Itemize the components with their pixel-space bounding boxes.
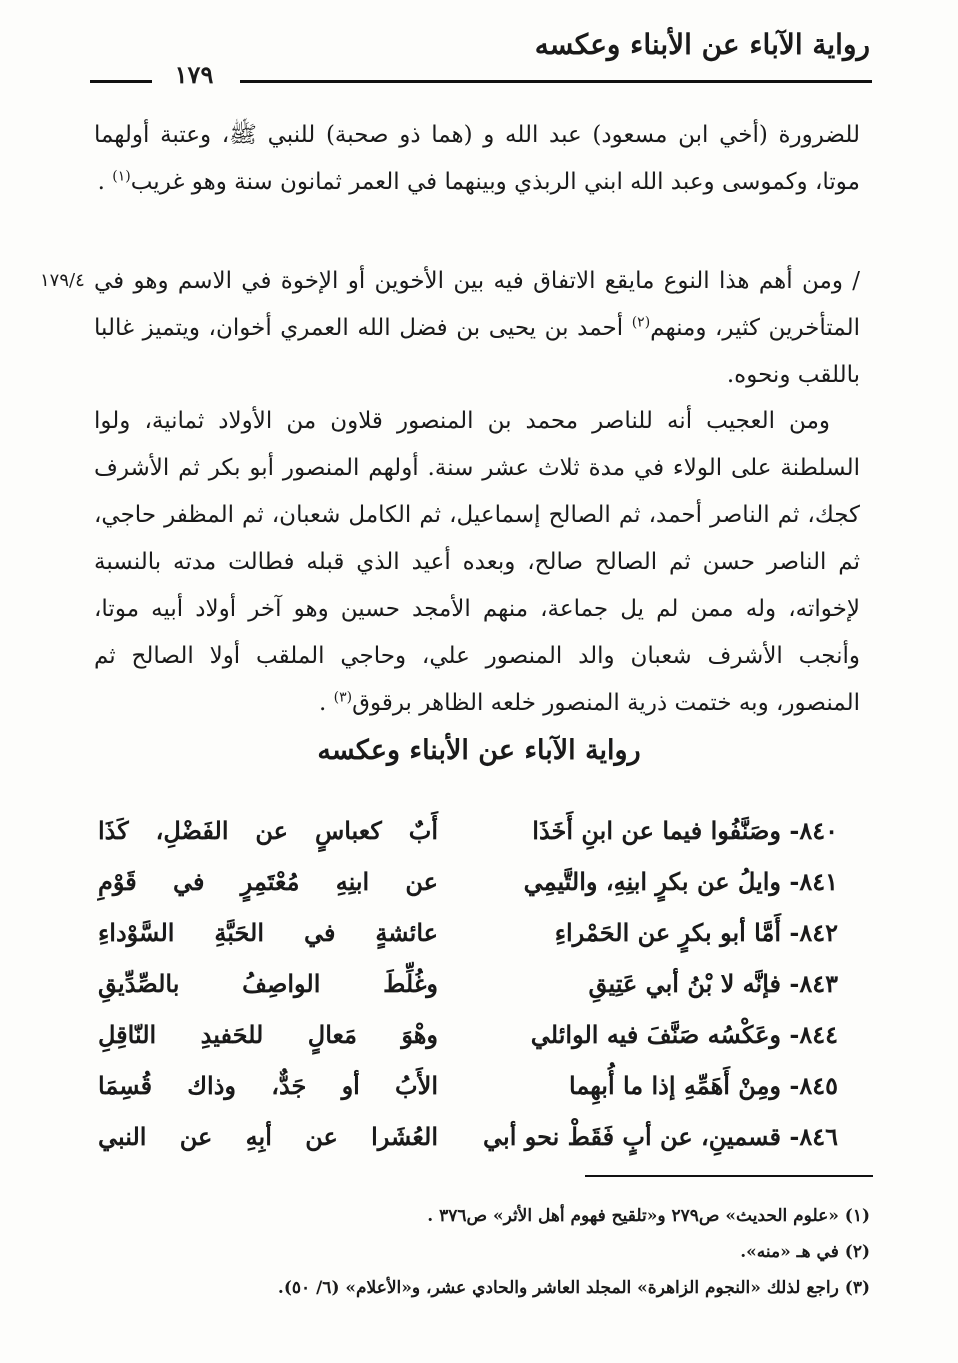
- header-rule: [240, 80, 872, 83]
- margin-reference: ١٧٩/٤: [40, 270, 85, 291]
- verse-second-hemistich: وغُلِّطَ الواصِفُ بالصِّدِّيقِ: [98, 969, 438, 998]
- footnote-marker: (١): [112, 168, 131, 185]
- verse-first-hemistich: ٨٤٤- وعَكْسُه صَنَّفَ فيه الوائلي: [530, 1020, 838, 1049]
- verse-first-hemistich: ٨٤١- وايلُ عن بكرٍ ابنِهِ، والتَّيمِي: [523, 867, 838, 896]
- footnote-separator: [585, 1175, 873, 1177]
- footnote: (١) «علوم الحديث» ص٢٧٩ و«تلقيح فهوم أهل الأثر» ص٣٧٦ .: [427, 1206, 870, 1226]
- verse-line: [98, 1009, 838, 1060]
- page-number: ١٧٩: [174, 60, 214, 89]
- verse-second-hemistich: أَبٌ كعباسٍ عن الفَضْلِ، كَذَا: [98, 816, 438, 845]
- verse-block: [98, 805, 838, 1162]
- verse-second-hemistich: عائشةٍ في الحَبَّةِ السَّوْداءِ: [98, 918, 438, 947]
- paragraph-text: ومن العجيب أنه للناصر محمد بن المنصور قلاون من الأولاد ثمانية، ولوا السلطنة على الولاء في مدة ثلاث عشر سنة. أولهم المنصور أبو بكر ثم الأشرف كجك، ثم الناصر أحمد، ثم الصالح إسماعيل، ثم الكامل شعبان، ثم المظفر حاجي، ثم الناصر حسن ثم الصالح صالح، وبعده أعيد الذي قبله فطالت مدته بالنسبة لإخواته، وله ممن لم يل جماعة، منهم الأمجد حسين وهو آخر أولاد أبيه موتا، وأنجب الأشرف شعبان والد المنصور علي، وحاجي الملقب أولا الصالح ثم المنصور، وبه ختمت ذرية المنصور خلعه الظاهر برقوق: [94, 408, 860, 716]
- header-rule: [90, 80, 152, 83]
- verse-line: [98, 856, 838, 907]
- paragraph-text: .: [319, 690, 334, 716]
- verse-second-hemistich: وهْوَ مَعالٍ للحَفيدِ النّاقِلِ: [98, 1020, 438, 1049]
- footnote-marker: (٣): [333, 689, 353, 706]
- section-heading: رواية الآباء عن الأبناء وعكسه: [317, 735, 641, 766]
- verse-first-hemistich: ٨٤٠- وصَنَّفُوا فيما عن ابنِ أَخَذَا: [532, 816, 838, 845]
- verse-line: [98, 907, 838, 958]
- paragraph-1: [94, 112, 860, 206]
- paragraph-2: [94, 258, 860, 399]
- footnotes: [90, 1198, 870, 1306]
- verse-second-hemistich: الأَبُ أو جَدٌّ، وذاك قُسِمَا: [98, 1071, 438, 1100]
- verse-line: [98, 958, 838, 1009]
- verse-first-hemistich: ٨٤٥- ومِنْ أَهَمِّهِ إذا ما أُبهِما: [569, 1071, 838, 1100]
- verse-first-hemistich: ٨٤٢- أَمَّا أبو بكرٍ عن الحَمْراءِ: [554, 918, 838, 947]
- paragraph-text: أحمد بن يحيى بن فضل الله العمري أخوان، ويتميز غالبا باللقب ونحوه.: [94, 315, 860, 388]
- verse-second-hemistich: عن ابنِهِ مُعْتَمِرٍ في قَوْمِ: [98, 867, 438, 896]
- paragraph-text: / ومن أهم هذا النوع مايقع الاتفاق فيه بين الأخوين أو الإخوة في الاسم وهو في المتأخرين كثير، ومنهم: [94, 268, 860, 341]
- paragraph-text: .: [97, 169, 113, 195]
- footnote: (٢) في هـ «منه».: [740, 1242, 870, 1262]
- paragraph-text: للضرورة (أخي ابن مسعود) عبد الله و (هما ذو صحبة) للنبي ﷺ، وعتبة أولهما موتا، وكموسى وعبد الله ابني الربذي وبينهما في العمر ثمانون سنة وهو غريب: [94, 122, 860, 195]
- verse-line: [98, 1060, 838, 1111]
- verse-second-hemistich: العُشَرا عن أبِهِ عن النبي: [98, 1122, 438, 1151]
- verse-line: [98, 1111, 838, 1162]
- footnote: (٣) راجع لذلك «النجوم الزاهرة» المجلد العاشر والحادي عشر، و«الأعلام» (٦/ ٥٠).: [277, 1278, 870, 1298]
- running-title: رواية الآباء عن الأبناء وعكسه: [534, 28, 870, 61]
- paragraph-3: [94, 398, 860, 727]
- verse-first-hemistich: ٨٤٦- قسمينِ، عن أبٍ فَقَطْ نحو أبي: [483, 1122, 838, 1151]
- footnote-marker: (٢): [631, 314, 651, 331]
- verse-line: [98, 805, 838, 856]
- verse-first-hemistich: ٨٤٣- فإنَّه لا بْنُ أبي عَتِيقِ: [588, 969, 838, 998]
